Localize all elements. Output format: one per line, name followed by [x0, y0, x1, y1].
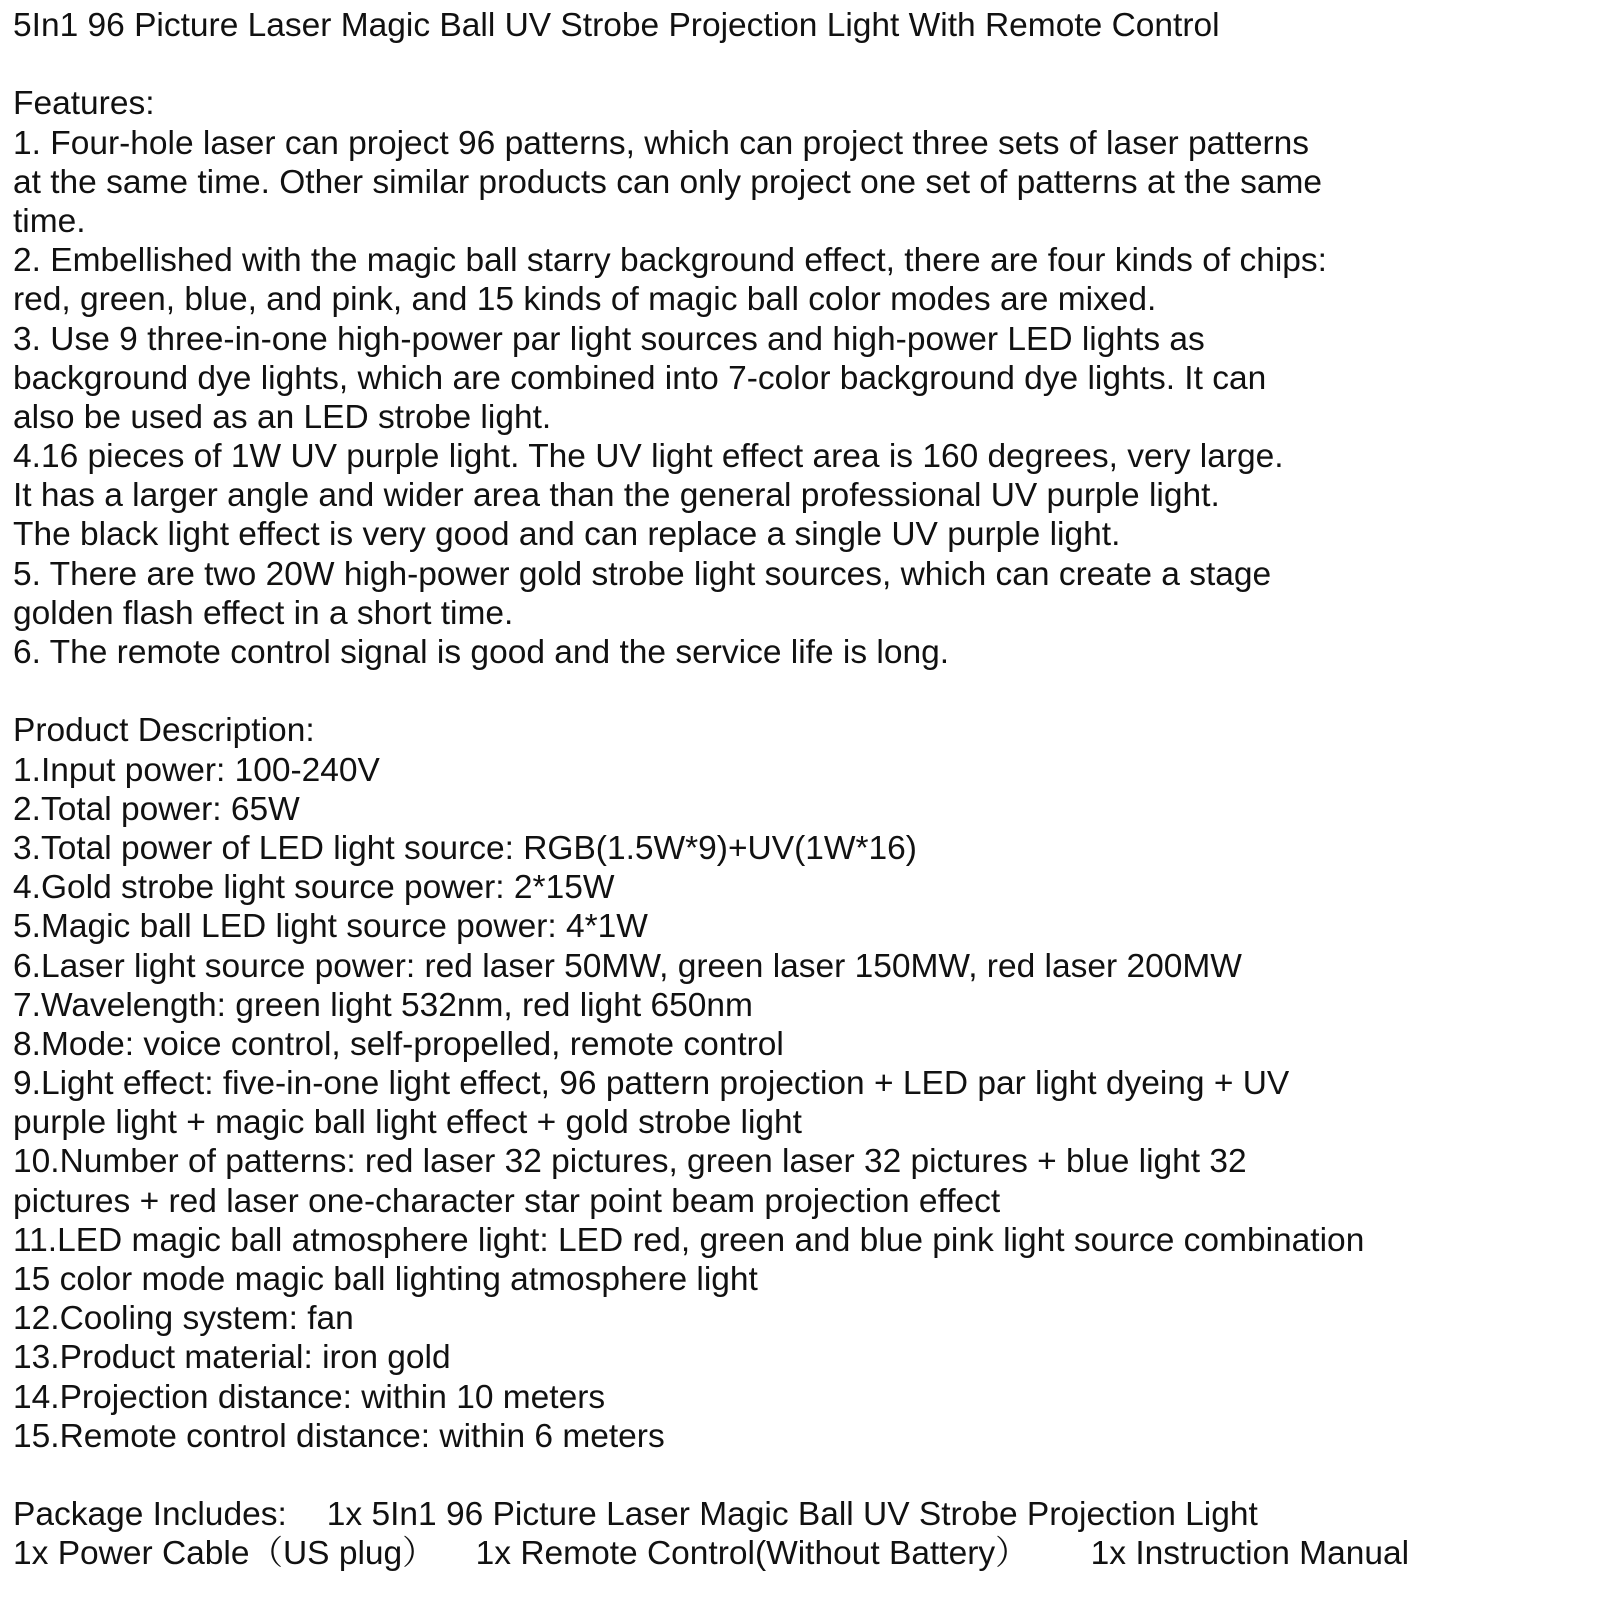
features-line: 3. Use 9 three-in-one high-power par light sources and high-power LED lights as: [13, 320, 1205, 358]
spec-line: 1.Input power: 100-240V: [13, 751, 380, 789]
spec-line: 4.Gold strobe light source power: 2*15W: [13, 869, 615, 907]
package-line-2: [13, 1534, 1588, 1573]
description-heading: Product Description:: [13, 712, 315, 750]
package-item: 1x 5In1 96 Picture Laser Magic Ball UV Strobe Projection Light: [326, 1496, 1258, 1534]
features-line: It has a larger angle and wider area than the general professional UV purple light.: [13, 477, 1220, 515]
spacer: [13, 1456, 1588, 1495]
package-heading: Package Includes:: [13, 1496, 287, 1534]
spec-line: 2.Total power: 65W: [13, 790, 300, 828]
spacer: [13, 672, 1588, 711]
package-item: 1x Instruction Manual: [1090, 1535, 1410, 1573]
package-item: 1x Power Cable（US plug）: [13, 1535, 436, 1573]
spec-line: 13.Product material: iron gold: [13, 1339, 451, 1377]
spec-line: 7.Wavelength: green light 532nm, red light 650nm: [13, 986, 753, 1024]
spec-line: 14.Projection distance: within 10 meters: [13, 1378, 606, 1416]
features-line: also be used as an LED strobe light.: [13, 398, 552, 436]
features-line: red, green, blue, and pink, and 15 kinds of magic ball color modes are mixed.: [13, 281, 1157, 319]
spec-line: 6.Laser light source power: red laser 50MW, green laser 150MW, red laser 200MW: [13, 947, 1242, 985]
features-heading: Features:: [13, 85, 155, 123]
features-line: golden flash effect in a short time.: [13, 594, 514, 632]
features-line: 2. Embellished with the magic ball starry background effect, there are four kinds of chips:: [13, 242, 1327, 280]
spec-line: 12.Cooling system: fan: [13, 1300, 354, 1338]
spec-line: purple light + magic ball light effect + gold strobe light: [13, 1104, 802, 1142]
spec-line: 11.LED magic ball atmosphere light: LED red, green and blue pink light source combination: [13, 1221, 1365, 1259]
features-line: 6. The remote control signal is good and the service life is long.: [13, 634, 950, 671]
features-line: background dye lights, which are combined into 7-color background dye lights. It can: [13, 359, 1267, 397]
spec-line: 5.Magic ball LED light source power: 4*1W: [13, 908, 648, 946]
spec-line: pictures + red laser one-character star point beam projection effect: [13, 1182, 1001, 1220]
spec-line: 15.Remote control distance: within 6 meters: [13, 1417, 665, 1455]
features-section: [13, 84, 1588, 672]
document-title: 5In1 96 Picture Laser Magic Ball UV Strobe Projection Light With Remote Control: [13, 7, 1220, 44]
package-item: 1x Remote Control(Without Battery）: [475, 1535, 1029, 1573]
spec-line: 15 color mode magic ball lighting atmosphere light: [13, 1261, 758, 1298]
description-section: [13, 711, 1588, 1456]
product-document: [13, 6, 1588, 1574]
features-line: 5. There are two 20W high-power gold strobe light sources, which can create a stage: [13, 555, 1272, 593]
features-line: 1. Four-hole laser can project 96 patterns, which can project three sets of laser patterns: [13, 124, 1309, 162]
spec-line: 10.Number of patterns: red laser 32 pictures, green laser 32 pictures + blue light 32: [13, 1143, 1247, 1181]
spacer: [13, 45, 1588, 84]
features-line: The black light effect is very good and can replace a single UV purple light.: [13, 516, 1121, 554]
spec-line: 8.Mode: voice control, self-propelled, remote control: [13, 1025, 784, 1063]
package-section: [13, 1495, 1588, 1573]
features-line: 4.16 pieces of 1W UV purple light. The UV light effect area is 160 degrees, very large.: [13, 438, 1284, 476]
spec-line: 3.Total power of LED light source: RGB(1.5W*9)+UV(1W*16): [13, 829, 917, 867]
package-line-1: [13, 1495, 1588, 1534]
spec-line: 9.Light effect: five-in-one light effect, 96 pattern projection + LED par light dyeing + UV: [13, 1065, 1290, 1103]
features-line: at the same time. Other similar products can only project one set of patterns at the same: [13, 163, 1322, 201]
features-line: time.: [13, 202, 86, 240]
